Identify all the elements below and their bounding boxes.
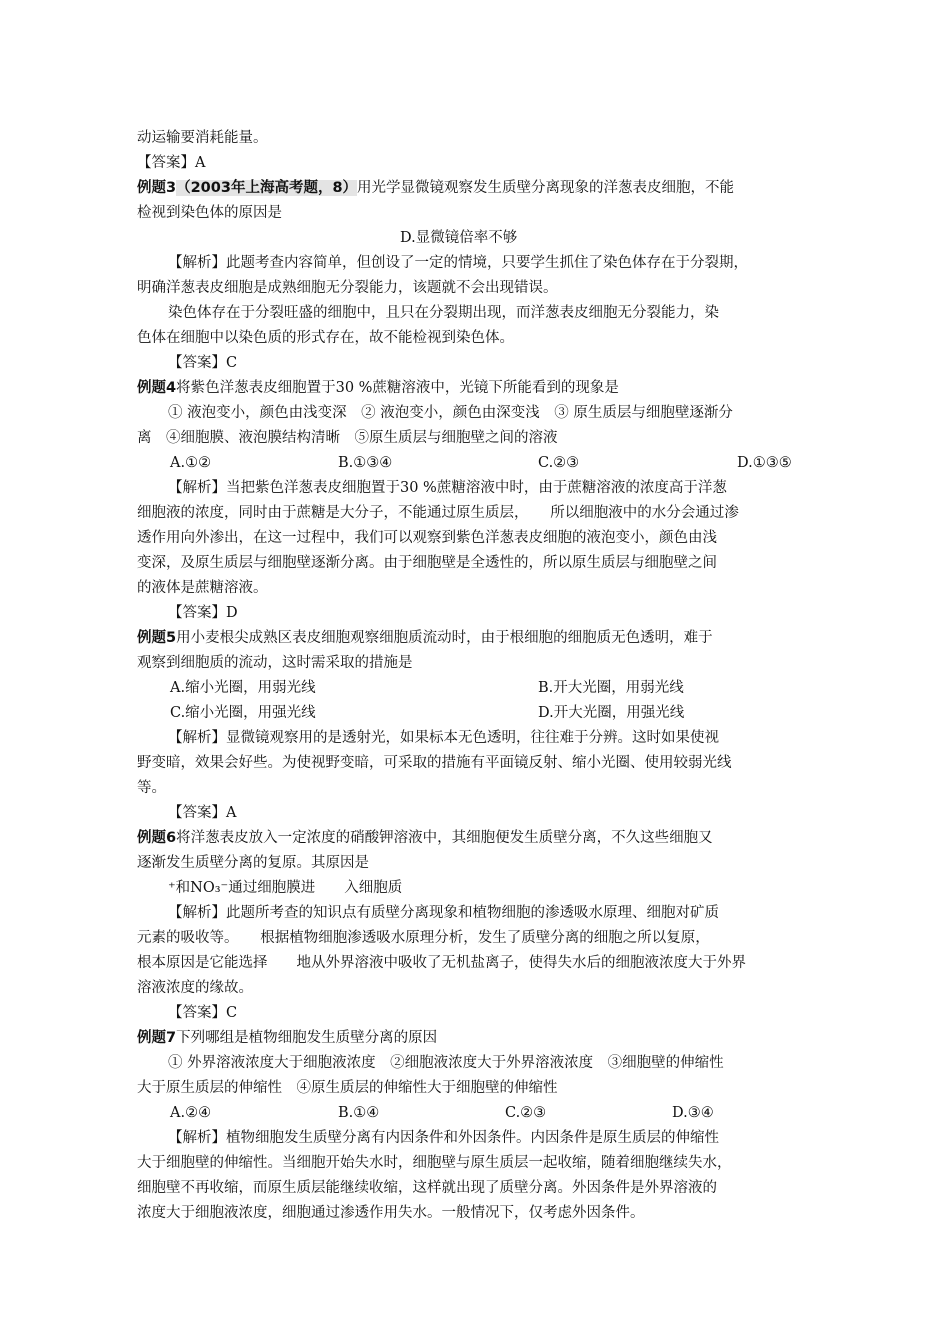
- text-line: 染色体存在于分裂旺盛的细胞中，且只在分裂期出现，而洋葱表皮细胞无分裂能力，染: [168, 305, 719, 321]
- answer-line: 【答案】A: [168, 805, 237, 821]
- example-stem: 用小麦根尖成熟区表皮细胞观察细胞质流动时，由于根细胞的细胞质无色透明，难于: [176, 630, 713, 646]
- answer-line: 【答案】C: [168, 1005, 238, 1021]
- text-line: 元素的吸收等。 根据植物细胞渗透吸水原理分析，发生了质壁分离的细胞之所以复原，: [137, 930, 710, 946]
- text-line: 明确洋葱表皮细胞是成熟细胞无分裂能力，该题就不会出现错误。: [137, 280, 558, 296]
- option-d: D.开大光圈，用强光线: [538, 705, 685, 721]
- example-label: 例题4: [137, 380, 177, 396]
- option-a: A.①②: [170, 455, 212, 471]
- option-line: D.显微镜倍率不够: [400, 230, 518, 246]
- example-stem: 用光学显微镜观察发生质壁分离现象的洋葱表皮细胞，不能: [357, 180, 735, 196]
- example-stem: 将紫色洋葱表皮细胞置于30 %蔗糖溶液中，光镜下所能看到的现象是: [176, 380, 619, 396]
- option-b: B.开大光圈，用弱光线: [538, 680, 684, 696]
- text-line: 离 ④细胞膜、液泡膜结构清晰 ⑤原生质层与细胞壁之间的溶液: [137, 430, 558, 446]
- example-stem: 将洋葱表皮放入一定浓度的硝酸钾溶液中，其细胞便发生质壁分离，不久这些细胞又: [176, 830, 713, 846]
- text-line: 根本原因是它能选择 地从外界溶液中吸收了无机盐离子，使得失水后的细胞液浓度大于外界: [137, 955, 746, 971]
- example-stem: 下列哪组是植物细胞发生质壁分离的原因: [176, 1030, 438, 1046]
- example-label: 例题5: [137, 630, 177, 646]
- analysis-line: 【解析】显微镜观察用的是透射光，如果标本无色透明，往往难于分辨。这时如果使视: [168, 730, 719, 746]
- option-d: D.③④: [672, 1105, 714, 1121]
- analysis-line: 【解析】此题考查内容简单，但创设了一定的情境，只要学生抓住了染色体存在于分裂期，: [168, 255, 748, 271]
- text-line: 动运输要消耗能量。: [137, 130, 268, 146]
- text-line: 透作用向外渗出，在这一过程中，我们可以观察到紫色洋葱表皮细胞的液泡变小，颜色由浅: [137, 530, 717, 546]
- text-line: 逐渐发生质壁分离的复原。其原因是: [137, 855, 369, 871]
- analysis-line: 【解析】植物细胞发生质壁分离有内因条件和外因条件。内因条件是原生质层的伸缩性: [168, 1130, 719, 1146]
- option-c: C.缩小光圈，用强光线: [170, 705, 316, 721]
- text-line: 细胞液的浓度，同时由于蔗糖是大分子，不能通过原生质层， 所以细胞液中的水分会通过渗: [137, 505, 739, 521]
- example-label: 例题3: [137, 180, 177, 196]
- option-d: D.①③⑤: [737, 455, 792, 471]
- text-line: 观察到细胞质的流动，这时需采取的措施是: [137, 655, 413, 671]
- text-line: 检视到染色体的原因是: [137, 205, 282, 221]
- example-7-heading: [137, 1028, 437, 1048]
- text-line: 的液体是蔗糖溶液。: [137, 580, 268, 596]
- text-line: 溶液浓度的缘故。: [137, 980, 253, 996]
- text-line: 色体在细胞中以染色质的形式存在，故不能检视到染色体。: [137, 330, 514, 346]
- text-line: ① 外界溶液浓度大于细胞液浓度 ②细胞液浓度大于外界溶液浓度 ③细胞壁的伸缩性: [168, 1055, 724, 1071]
- analysis-line: 【解析】当把紫色洋葱表皮细胞置于30 %蔗糖溶液中时，由于蔗糖溶液的浓度高于洋葱: [168, 480, 727, 496]
- option-c: C.②③: [538, 455, 580, 471]
- text-line: 等。: [137, 780, 166, 796]
- answer-line: 【答案】C: [168, 355, 238, 371]
- option-line: ⁺和NO₃⁻通过细胞膜进 入细胞质: [168, 880, 403, 896]
- option-a: A.②④: [170, 1105, 212, 1121]
- example-4-heading: [137, 378, 619, 398]
- option-a: A.缩小光圈，用弱光线: [170, 680, 316, 696]
- text-line: 大于细胞壁的伸缩性。当细胞开始失水时，细胞壁与原生质层一起收缩，随着细胞继续失水，: [137, 1155, 732, 1171]
- answer-line: 【答案】D: [168, 605, 238, 621]
- example-3-heading: [137, 178, 734, 198]
- answer-line: 【答案】A: [137, 155, 206, 171]
- example-label: 例题7: [137, 1030, 177, 1046]
- option-b: B.①④: [338, 1105, 380, 1121]
- option-c: C.②③: [505, 1105, 547, 1121]
- text-line: 浓度大于细胞液浓度，细胞通过渗透作用失水。一般情况下，仅考虑外因条件。: [137, 1205, 645, 1221]
- text-line: 大于原生质层的伸缩性 ④原生质层的伸缩性大于细胞壁的伸缩性: [137, 1080, 558, 1096]
- text-line: 野变暗，效果会好些。为使视野变暗，可采取的措施有平面镜反射、缩小光圈、使用较弱光线: [137, 755, 732, 771]
- text-line: ① 液泡变小，颜色由浅变深 ② 液泡变小，颜色由深变浅 ③ 原生质层与细胞壁逐渐分: [168, 405, 733, 421]
- option-b: B.①③④: [338, 455, 393, 471]
- analysis-line: 【解析】此题所考查的知识点有质壁分离现象和植物细胞的渗透吸水原理、细胞对矿质: [168, 905, 719, 921]
- example-6-heading: [137, 828, 713, 848]
- text-line: 细胞壁不再收缩，而原生质层能继续收缩，这样就出现了质壁分离。外因条件是外界溶液的: [137, 1180, 717, 1196]
- example-label: 例题6: [137, 830, 177, 846]
- example-5-heading: [137, 628, 713, 648]
- example-source: （2003年上海高考题，8）: [176, 180, 358, 196]
- text-line: 变深，及原生质层与细胞壁逐渐分离。由于细胞壁是全透性的，所以原生质层与细胞壁之间: [137, 555, 717, 571]
